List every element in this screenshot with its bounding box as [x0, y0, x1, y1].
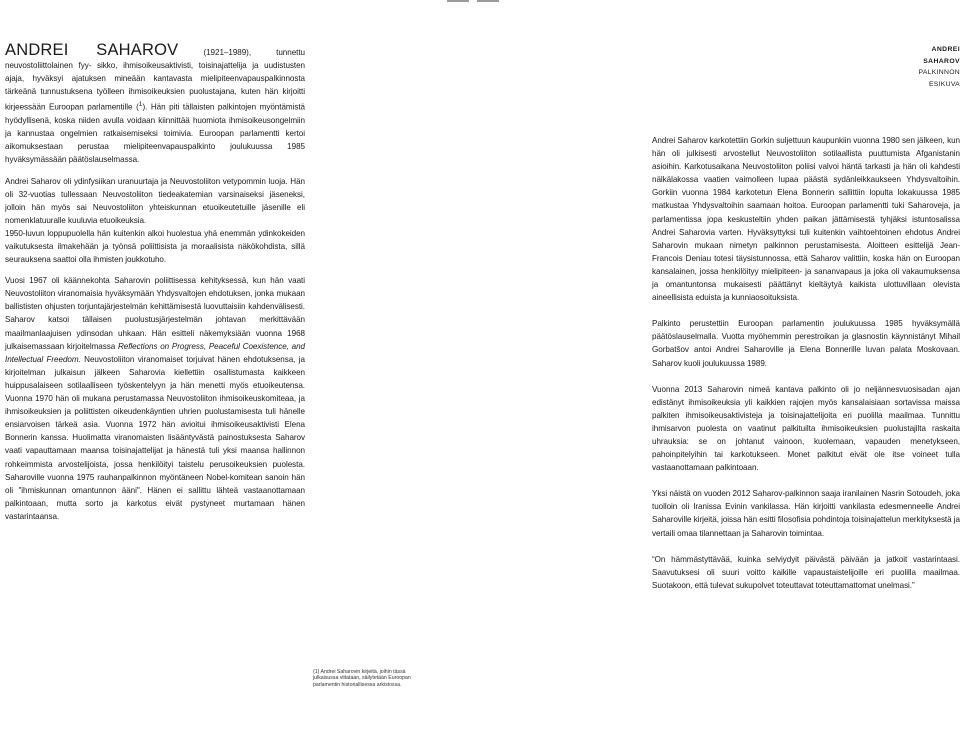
body-paragraph: Vuonna 2013 Saharovin nimeä kantava palkinto oli jo neljännesvuosisadan ajan edistänyt ihmisoikeuksia yli kaikkien rajojen myös kansalaisiaan sortavissa maissa palkiten ihmisoikeusaktivisteja ja toisinajattelijoita eri puolilla maailmaa. Tunnittu ihmisarvon puolesta on vaatinut palkituilta ihmisoikeuksien puolustajilta raskaita uhrauksia: se on johtanut vainoon, kuolemaan, vapauden menetykseen, pahoinpitelyihin tai karkotukseen. Monet palkitut eivät ole itse voineet tulla vastaanottamaan palkintoaan. — [652, 384, 960, 473]
page-crop-mark — [447, 0, 469, 2]
intro-paragraph — [5, 41, 305, 167]
body-paragraph — [5, 274, 305, 523]
header-name-line1: ANDREI — [931, 46, 960, 53]
bio-name: ANDREI SAHAROV — [5, 41, 179, 59]
paragraph-text: . Neuvostoliiton viranomaiset torjuivat hänen ehdotuksensa, ja kirjoitelman julkaisun jälkeen Saharovia kiellettiin osallistumasta kaikkeen huippusalaiseen sotilaalliseen työskentelyyn ja hän menetti myös etuoikeutensa. Vuonna 1970 hän oli mukana perustamassa Neuvostoliiton ihmisoikeuskomiteaa, ja ihmisoikeuksien ja poliittisten oikeudenkäyntien uhrien puolustamisesta tuli hänelle ensiarvoisen tärkeä asia. Vuonna 1972 hän avioitui ihmisoikeusaktivisti Elena Bonnerin kanssa. Huolimatta viranomaisten lisääntyvästä painostuksesta Saharov vaati vapauttamaan maansa toisinajattelijat ja hänestä tuli yksi maansa hallinnon rohkeimmista arvostelijoista, jossa henkilöityi taistelu perusoikeuksien puolesta. Saharoville vuonna 1975 rauhanpalkinnon myöntäneen Nobel-komitean sanoin hän oli "ihmiskunnan omantunnon ääni". Hänen ei sallittu lähteä vastaanottamaan palkintoaan, mutta sorto ja karkotus eivät pystyneet murtamaan hänen vastarintaansa. — [5, 354, 305, 521]
body-paragraph: Andrei Saharov karkotettiin Gorkin suljettuun kaupunkiin vuonna 1980 sen jälkeen, kun hän oli julkisesti arvostellut Neuvostoliiton sotilaallista puuttumista Afganistanin asioihin. Karkotusaikana Neuvostoliiton poliisi valvoi häntä tarkasti ja hän oli kahdesti nälkälakossa vaatien vaimolleen lupaa päästä sydänleikkaukseen Yhdysvaltoihin. Gorkiin vuonna 1984 karkotetun Elena Bonnerin sallittiin lopulta lokakuussa 1985 matkustaa Yhdysvaltoihin saamaan hoitoa. Euroopan parlamentti tuki Saharoveja, ja parlamentissa jopa keskusteltiin yhden paikan jättämisestä tyhjäksi istuntosalissa Andrei Saharovia varten. Hyväksyttyksi tuli kuitenkin vaihtoehtoinen ehdotus Andrei Saharovin mukaan nimetyn palkinnon perustamisesta. Aloitteen esittelijä Jean-Francois Deniau totesi täysistunnossa, että Saharov valittiin, koska hän on Euroopan kansalainen, jossa henkilöityy mielipiteen- ja sananvapaus ja joka oli vakaumuksensa ja omantuntonsa mukaisesti päättänyt kieltäytyä kaikista ulottuvillaan olevista aineellisista eduista ja kunniaosoituksista. — [652, 136, 960, 303]
body-paragraph: Palkinto perustettiin Euroopan parlamentin joulukuussa 1985 hyväksymällä päätöslauselmalla. Vuotta myöhemmin perestroikan ja glasnostin käynnistänyt Mihail Gorbatšov antoi Andrei Saharoville ja Elena Bonnerille luvan palata Moskovaan. Saharov kuoli joulukuussa 1989. — [652, 319, 960, 368]
footnote-reference: 1 — [138, 101, 143, 109]
intro-text-end: ). Hän piti tällaisten palkintojen myöntämistä hyödyllisenä, koska niiden avulla voidaan kiinnittää huomiota ihmisoikeusongelmiin ja kannustaa ongelmien ratkaisemiseksi toimivia. Euroopan parlamentti kertoi aikomuksestaan perustaa mielipiteenvapauspalkinto joulukuussa 1985 hyväksymässään päätöslauselmassa. — [5, 103, 305, 165]
intro-text: sikko, ihmisoikeusaktivisti, toisinajattelija ja uudistusten ajaja, hyväksyi ajatuksen mineään kantavasta mielipiteenvapauspalkinnosta tärkeänä tunnustuksena työlleen ihmisoikeuksien puolustajana, kuten hän kirjoitti kirjeessään Euroopan parlamentille ( — [5, 61, 305, 113]
footnote-mark: (1) — [313, 669, 320, 675]
body-paragraph: Yksi näistä on vuoden 2012 Saharov-palkinnon saaja iranilainen Nasrin Sotoudeh, joka tuolloin oli Iranissa Evinin vankilassa. Hän kirjoitti vankilasta edesmenneelle Andrei Saharoville kirjeitä, joissa hän esitti filosofisia pohdintoja toisinajattelun merkityksestä ja vertaili omaa tilannettaan ja Saharovin toimintaa. — [652, 489, 960, 538]
body-paragraph: Andrei Saharov oli ydinfysiikan uranuurtaja ja Neuvostoliiton vetypommin luoja. Hän oli 32-vuotias tullessaan Neuvostoliiton tiedeakatemian varsinaiseksi jäseneksi, jolloin hän myös sai Neuvostoliiton yhteiskunnan etuoikeutetuille jäsenille eli nomenklatuuralle kuuluvia etuoikeuksia. — [5, 176, 305, 225]
section-header — [919, 44, 960, 90]
publication-title: Reflections on Progress, Peaceful Coexistence, and Intellectual Freedom — [5, 341, 305, 364]
body-paragraph: 1950-luvun loppupuolella hän kuitenkin alkoi huolestua yhä enemmän ydinkokeiden vaikutuksesta ilmakehään ja työnsä poliittisista ja moraalisista näkökohdista, sillä seurauksena saattoi olla ihmisten joukkotuho. — [5, 228, 305, 265]
right-column — [652, 134, 960, 605]
quote-paragraph: “On hämmästyttävää, kuinka selviydyit päivästä päivään ja jatkoit vastarintaasi. Saavutuksesi oli suuri voitto kaikille vapaustaistelijoille eri puolilla maailmaa. Suotakoon, että tulevat sukupolvet toteuttavat toteuttamattomat unelmasi.” — [652, 554, 960, 590]
paragraph-text: Vuosi 1967 oli käännekohta Saharovin poliittisessa kehityksessä, kun hän vaati Neuvostoliiton viranomaisia hyväksymään Yhdysvaltojen ehdotuksen, jonka mukaan ballististen ohjusten torjuntajärjestelmän kehittämisestä luovuttaisiin kahdenvälisesti. Saharov katsoi tällaisen puolustusjärjestelmän johtavan merkittävään maailmanlaajuisen ydinsodan uhkaan. Hän esitteli näkemyksiään vuonna 1968 julkaisemassaan kirjoitelmassa — [5, 276, 305, 351]
header-sub-line1: PALKINNON — [918, 69, 960, 76]
footnote — [313, 669, 423, 688]
header-name-line2: SAHAROV — [923, 57, 960, 65]
bio-years: (1921–1989), tunnettu neuvostoliittolainen fyy- — [5, 48, 305, 71]
header-sub-line2: ESIKUVA — [928, 80, 960, 88]
footnote-text: Andrei Saharovin kirjeitä, joihin tässä julkaisussa viitataan, säilytetään Euroopan parlamentin historiallisessa arkistossa. — [313, 669, 411, 688]
page-crop-mark — [477, 0, 499, 2]
left-column — [5, 41, 305, 531]
